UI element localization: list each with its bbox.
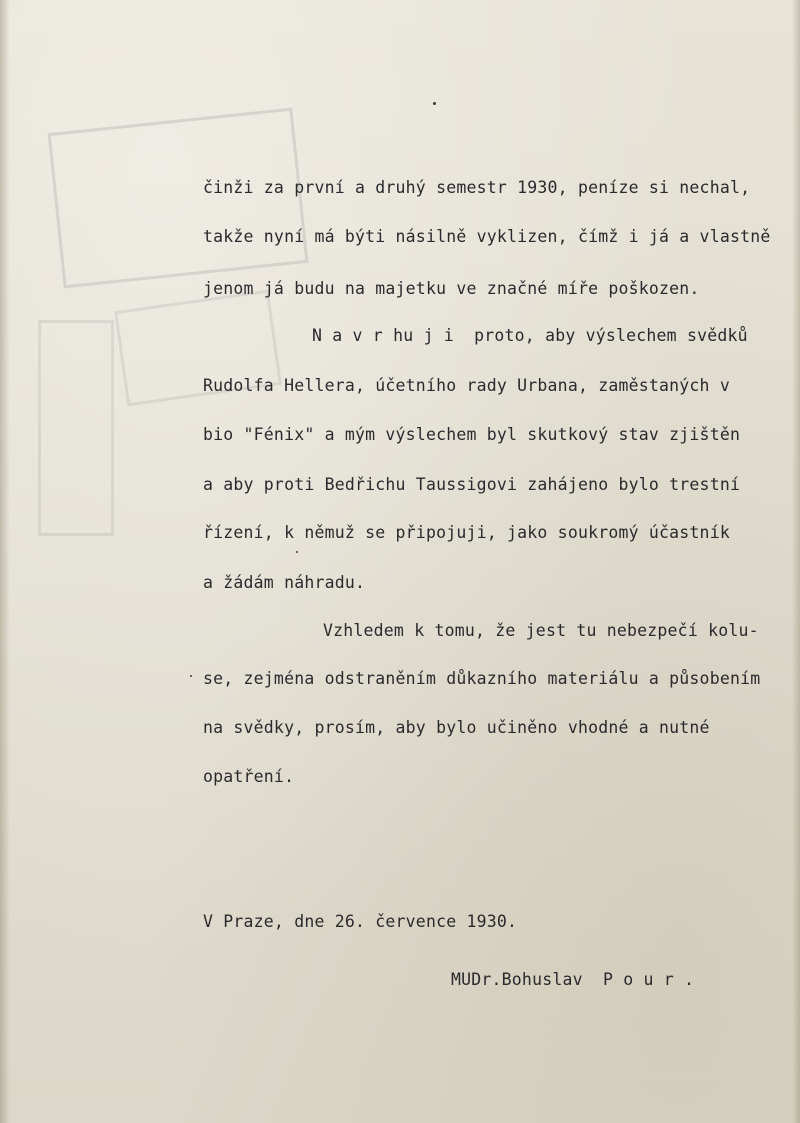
body-line: takže nyní má býti násilně vyklizen, čímž i já a vlastně xyxy=(203,227,771,246)
ink-speck xyxy=(190,675,192,677)
paper-edge-shadow-right xyxy=(792,0,800,1123)
paper-edge-shadow-left xyxy=(0,0,10,1123)
signature-line: MUDr.Bohuslav P o u r . xyxy=(451,970,695,989)
body-line: činži za první a druhý semestr 1930, peníze si nechal, xyxy=(203,178,751,197)
body-line: bio "Fénix" a mým výslechem byl skutkový stav zjištěn xyxy=(203,425,741,444)
ink-speck xyxy=(296,551,298,553)
body-line: a aby proti Bedřichu Taussigovi zahájeno bylo trestní xyxy=(203,475,741,494)
body-line: jenom já budu na majetku ve značné míře poškozen. xyxy=(203,279,700,298)
body-line: se, zejména odstraněním důkazního materiálu a působením xyxy=(203,669,761,688)
body-line: na svědky, prosím, aby bylo učiněno vhodné a nutné xyxy=(203,718,710,737)
show-through-mark xyxy=(38,320,114,536)
body-line: opatření. xyxy=(203,767,295,786)
show-through-stamp xyxy=(48,108,309,289)
ink-speck xyxy=(433,102,436,105)
body-line: Rudolfa Hellera, účetního rady Urbana, zaměstaných v xyxy=(203,376,730,395)
body-line: N a v r hu j i proto, aby výslechem svědků xyxy=(312,326,748,345)
date-line: V Praze, dne 26. července 1930. xyxy=(203,912,518,931)
body-line: Vzhledem k tomu, že jest tu nebezpečí kolu- xyxy=(323,621,759,640)
body-line: řízení, k němuž se připojuji, jako soukromý účastník xyxy=(203,523,730,542)
body-line: a žádám náhradu. xyxy=(203,573,366,592)
